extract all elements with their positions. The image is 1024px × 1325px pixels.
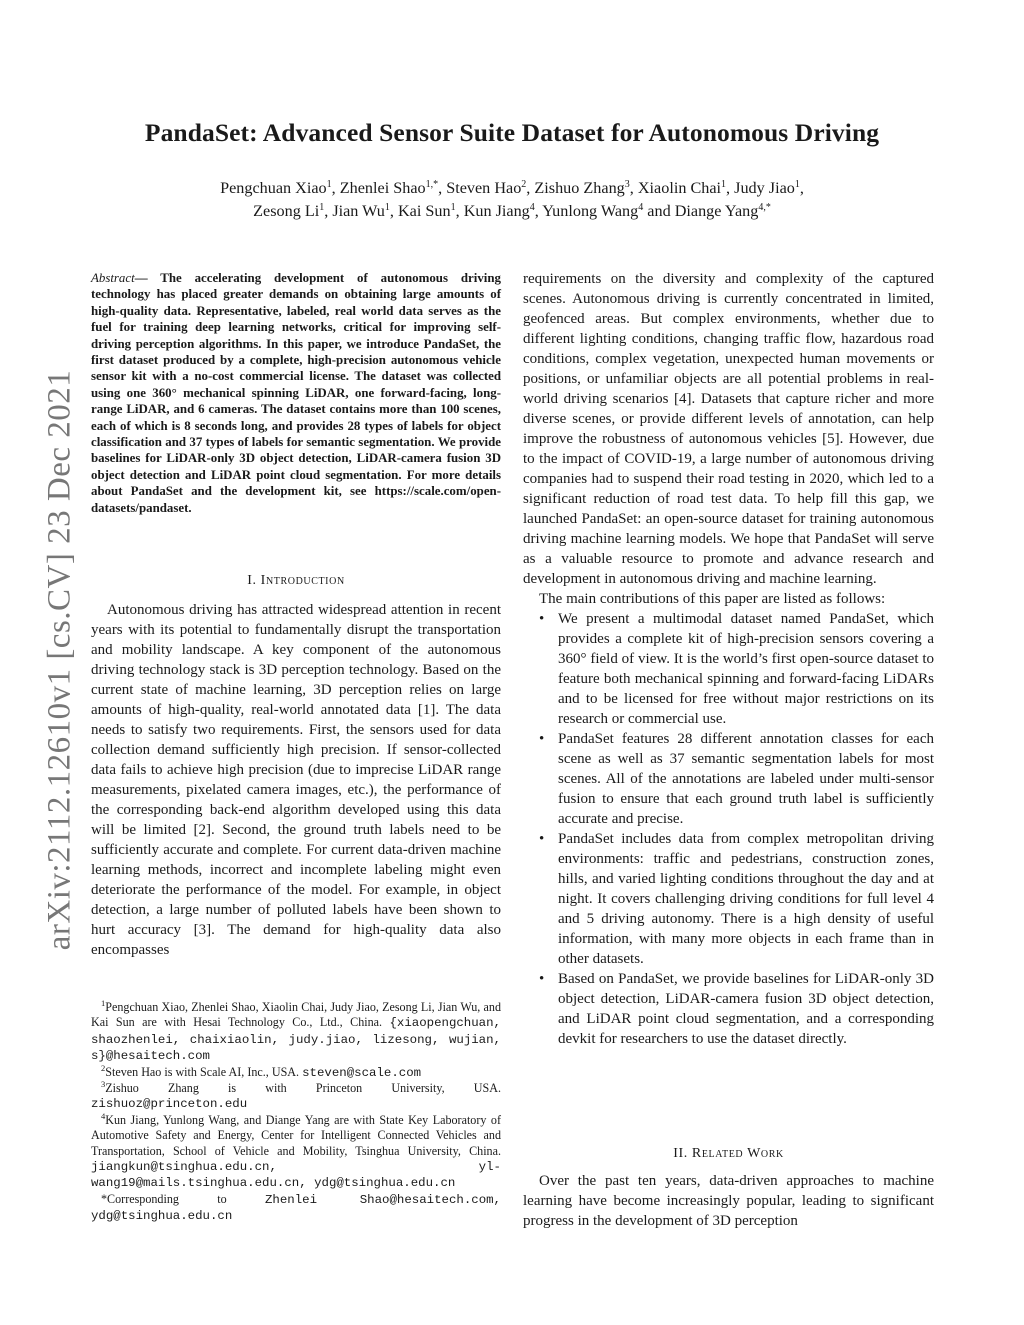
author-affiliation: 1 [721, 179, 727, 190]
footnote-marker: 3 [101, 1079, 106, 1090]
abstract [91, 270, 501, 516]
footnote-text: Kun Jiang, Yunlong Wang, and Diange Yang are with State Key Laboratory of Automotive Safety and Energy, Center for Intelligent Connected Vehicles and Transportation, School of Vehicle and Mobility, Tsinghua University, China. [91, 1112, 501, 1158]
author-affiliation: 1 [450, 202, 456, 213]
author-affiliation: 1,* [425, 179, 439, 190]
footnote-text: *Corresponding to [101, 1191, 265, 1206]
author-affiliation: 1 [794, 179, 800, 190]
intro-continued-paragraph: requirements on the diversity and complexity of the captured scenes. Autonomous driving is currently concentrated in limited, geofenced areas. But complex environments, whether due to different lighting conditions, changing traffic flow, hazardous road conditions, complex vegetation, unexpected human movements or positions, or unfamiliar objects are all potential problems in real-world driving scenarios [4]. Datasets that capture richer and more diverse scenes, or provide different levels of annotation, can help improve the robustness of autonomous vehicles [5]. However, due to the impact of COVID-19, a large number of autonomous driving companies had to suspend their road testing in 2020, which led to a significant reduction of road test data. To help fill this gap, we launched PandaSet: an open-source dataset for training autonomous driving machine learning models. We hope that PandaSet will serve as a valuable resource to promote and advance research and development in autonomous driving and machine learning. [523, 271, 934, 587]
footnote-4 [91, 1110, 501, 1192]
author-line-2: Zesong Li$^1$, Jian Wu$^1$, Kai Sun$^1$, Kun Jiang$^4$, Yunlong Wang$^4$ and Diange Yang$^{4,*}$ [253, 202, 771, 220]
paper-title: PandaSet: Advanced Sensor Suite Dataset for Autonomous Driving [144, 118, 880, 147]
author-name: Kai Sun [397, 202, 451, 220]
author-affiliation: 4 [638, 202, 644, 213]
author-name: Judy Jiao [734, 179, 795, 197]
arxiv-identifier: arXiv:2112.12610v1 [cs.CV] 23 Dec 2021 [41, 369, 78, 951]
section-heading-introduction: I. Introduction [247, 573, 345, 588]
bullet-icon: • [539, 831, 545, 847]
author-name: Zishuo Zhang [534, 179, 625, 197]
author-name: Diange Yang [674, 202, 759, 220]
bullet-icon: • [539, 731, 545, 747]
author-name: Kun Jiang [463, 202, 530, 220]
contributions-intro: The main contributions of this paper are listed as follows: [539, 591, 886, 607]
list-item [523, 609, 934, 729]
list-item [523, 969, 934, 1049]
right-column [523, 269, 934, 1049]
author-affiliation: 1 [384, 202, 390, 213]
author-line-1: Pengchuan Xiao$^1$, Zhenlei Shao$^{1,*}$, Steven Hao$^2$, Zishuo Zhang$^3$, Xiaolin Chai$^1$, Judy Jiao$^1$, [220, 179, 804, 197]
footnote-marker: 2 [101, 1062, 106, 1073]
bullet-icon: • [539, 971, 545, 987]
author-affiliation: 3 [624, 179, 630, 190]
author-name: Jian Wu [332, 202, 385, 220]
footnote-email: {xiaopengchuan, shaozhenlei, chaixiaolin, judy.jiao, lizesong, wujian, s}@hesaitech.com [91, 1016, 501, 1064]
footnote-email: zishuoz@princeton.edu [91, 1097, 248, 1112]
abstract-dash: — [134, 271, 161, 285]
author-affiliation: 4,* [758, 202, 771, 213]
footnote-corresponding [91, 1192, 501, 1225]
list-item [523, 729, 934, 829]
footnote-2 [91, 1062, 501, 1081]
footnote-text: Zishuo Zhang is with Princeton University, USA. [105, 1081, 501, 1096]
section-heading-related-work: II. Related Work [673, 1146, 784, 1161]
list-item-text: PandaSet features 28 different annotation classes for each scene as well as 37 semantic segmentation labels for most scenes. All of the annotations are labeled under multi-sensor fusion to ensure that each ground truth label is sufficiently accurate and precise. [558, 731, 934, 827]
abstract-text: The accelerating development of autonomous driving technology has placed greater demands on obtaining large amounts of high-quality data. Representative, labeled, real world data serves as the fuel for training deep learning networks, critical for improving self-driving perception algorithms. In this paper, we introduce PandaSet, the first dataset produced by a complete, high-precision autonomous vehicle sensor kit with a no-cost commercial license. The dataset was collected using one 360° mechanical spinning LiDAR, one forward-facing, long-range LiDAR, and 6 cameras. The dataset contains more than 100 scenes, each of which is 8 seconds long, and provides 28 types of labels for object classification and 37 types of labels for semantic segmentation. We provide baselines for LiDAR-only 3D object detection, LiDAR-camera fusion 3D object detection and LiDAR point cloud segmentation. For more details about PandaSet and the development kit, see https://scale.com/open-datasets/pandaset. [91, 271, 501, 515]
footnote-1 [91, 1000, 501, 1065]
author-affiliation: 4 [529, 202, 535, 213]
footnote-text: Steven Hao is with Scale AI, Inc., USA. [105, 1064, 303, 1079]
list-item [523, 829, 934, 969]
author-conjunction: and [647, 202, 675, 220]
contributions-list [523, 609, 934, 1049]
list-item-text: PandaSet includes data from complex metropolitan driving environments: traffic and pedestrians, construction zones, hills, and varied lighting conditions throughout the day and at night. It covers challenging driving conditions for full level 4 and 5 driving autonomy. There is a high density of useful information, with many more objects in each frame than in other datasets. [558, 831, 934, 967]
footnote-email: Zhenlei Shao@hesaitech.com, ydg@tsinghua.edu.cn [91, 1192, 501, 1224]
author-name: Pengchuan Xiao [220, 179, 327, 197]
bullet-icon: • [539, 611, 545, 627]
list-item-text: We present a multimodal dataset named PandaSet, which provides a complete kit of high-precision sensors covering a 360° field of view. It is the world’s first open-source dataset to feature both mechanical spinning and forward-facing LiDARs and to be licensed for free without major restrictions on its research or commercial use. [558, 611, 934, 727]
author-affiliation: 1 [326, 179, 332, 190]
footnote-marker: 1 [101, 998, 106, 1008]
author-name: Zesong Li [253, 202, 320, 220]
author-name: Steven Hao [446, 179, 522, 197]
author-list [0, 177, 1024, 223]
footnotes [91, 1000, 501, 1225]
intro-paragraph: Autonomous driving has attracted widespread attention in recent years with its potential to fundamentally disrupt the transportation and mobility landscape. A key component of the autonomous driving technology stack is 3D perception technology. Based on the current state of machine learning, 3D perception relies on large amounts of high-quality, real-world annotated data [1]. The data needs to satisfy two requirements. First, the sensors used for data collection demand sufficiently high precision. If sensor-collected data fails to achieve high precision (due to imprecise LiDAR range measurements, pixelated camera images, etc.), the performance of the corresponding back-end algorithm developed using this data will be limited [2]. Second, the ground truth labels need to be sufficiently accurate and complete. For current data-driven machine learning methods, incorrect and incomplete labeling might even deteriorate the performance of the model. For example, in object detection, a large number of polluted labels have been shown to hurt accuracy [3]. The demand for high-quality data also encompasses [91, 602, 501, 958]
author-name: Xiaolin Chai [637, 179, 722, 197]
footnote-email: jiangkun@tsinghua.edu.cn, yl-wang19@mails.tsinghua.edu.cn, ydg@tsinghua.edu.cn [91, 1160, 501, 1191]
author-name: Zhenlei Shao [339, 179, 426, 197]
footnote-email: steven@scale.com [302, 1065, 422, 1080]
author-name: Yunlong Wang [542, 202, 639, 220]
footnote-marker: 4 [101, 1110, 106, 1121]
related-work-paragraph: Over the past ten years, data-driven approaches to machine learning have become increasingly popular, leading to significant progress in the development of 3D perception [523, 1173, 934, 1229]
abstract-label: Abstract [91, 271, 135, 285]
footnote-3 [91, 1081, 501, 1113]
author-affiliation: 1 [319, 202, 325, 213]
footnote-text: Pengchuan Xiao, Zhenlei Shao, Xiaolin Chai, Judy Jiao, Zesong Li, Jian Wu, and Kai Sun are with Hesai Technology Co., Ltd., China. [91, 1000, 501, 1030]
list-item-text: Based on PandaSet, we provide baselines for LiDAR-only 3D object detection, LiDAR-camera fusion 3D object detection, and LiDAR point cloud segmentation, and a corresponding devkit for researchers to use the dataset directly. [558, 971, 934, 1047]
author-affiliation: 2 [521, 179, 527, 190]
